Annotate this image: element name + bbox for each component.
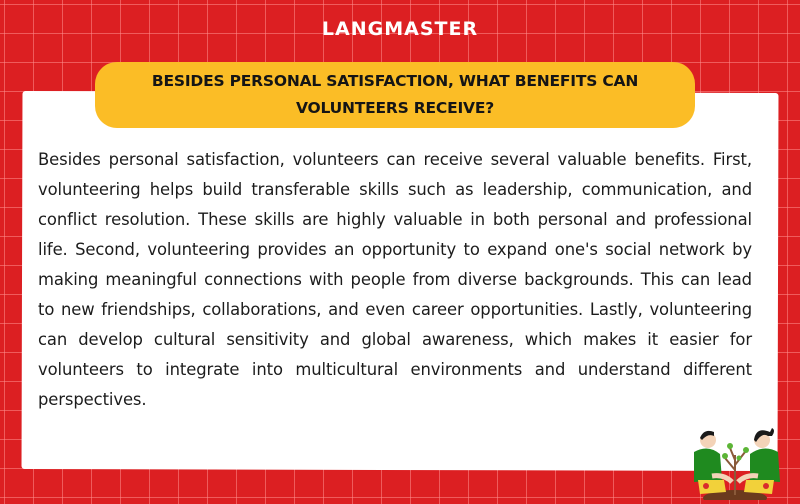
- answer-paragraph: Besides personal satisfaction, volunteers can receive several valuable benefits. First, volunteering helps build transferable skills such as leadership, communication, and conflict resolution. These skills are highly valuable in both personal and professional life. Second, volunteering provides an opportunity to expand one's social network by making meaningful connections with people from diverse backgrounds. This can lead to new friendships, collaborations, and even career opportunities. Lastly, volunteering can develop cultural sensitivity and global awareness, which makes it easier for volunteers to integrate into multicultural environments and understand different perspectives.: [38, 150, 752, 409]
- people-planting-tree-icon: [680, 420, 790, 500]
- langmaster-logo: LANGMASTER: [321, 18, 479, 40]
- question-text: BESIDES PERSONAL SATISFACTION, WHAT BENEFITS CAN VOLUNTEERS RECEIVE?: [151, 72, 639, 117]
- question-banner: [95, 62, 695, 128]
